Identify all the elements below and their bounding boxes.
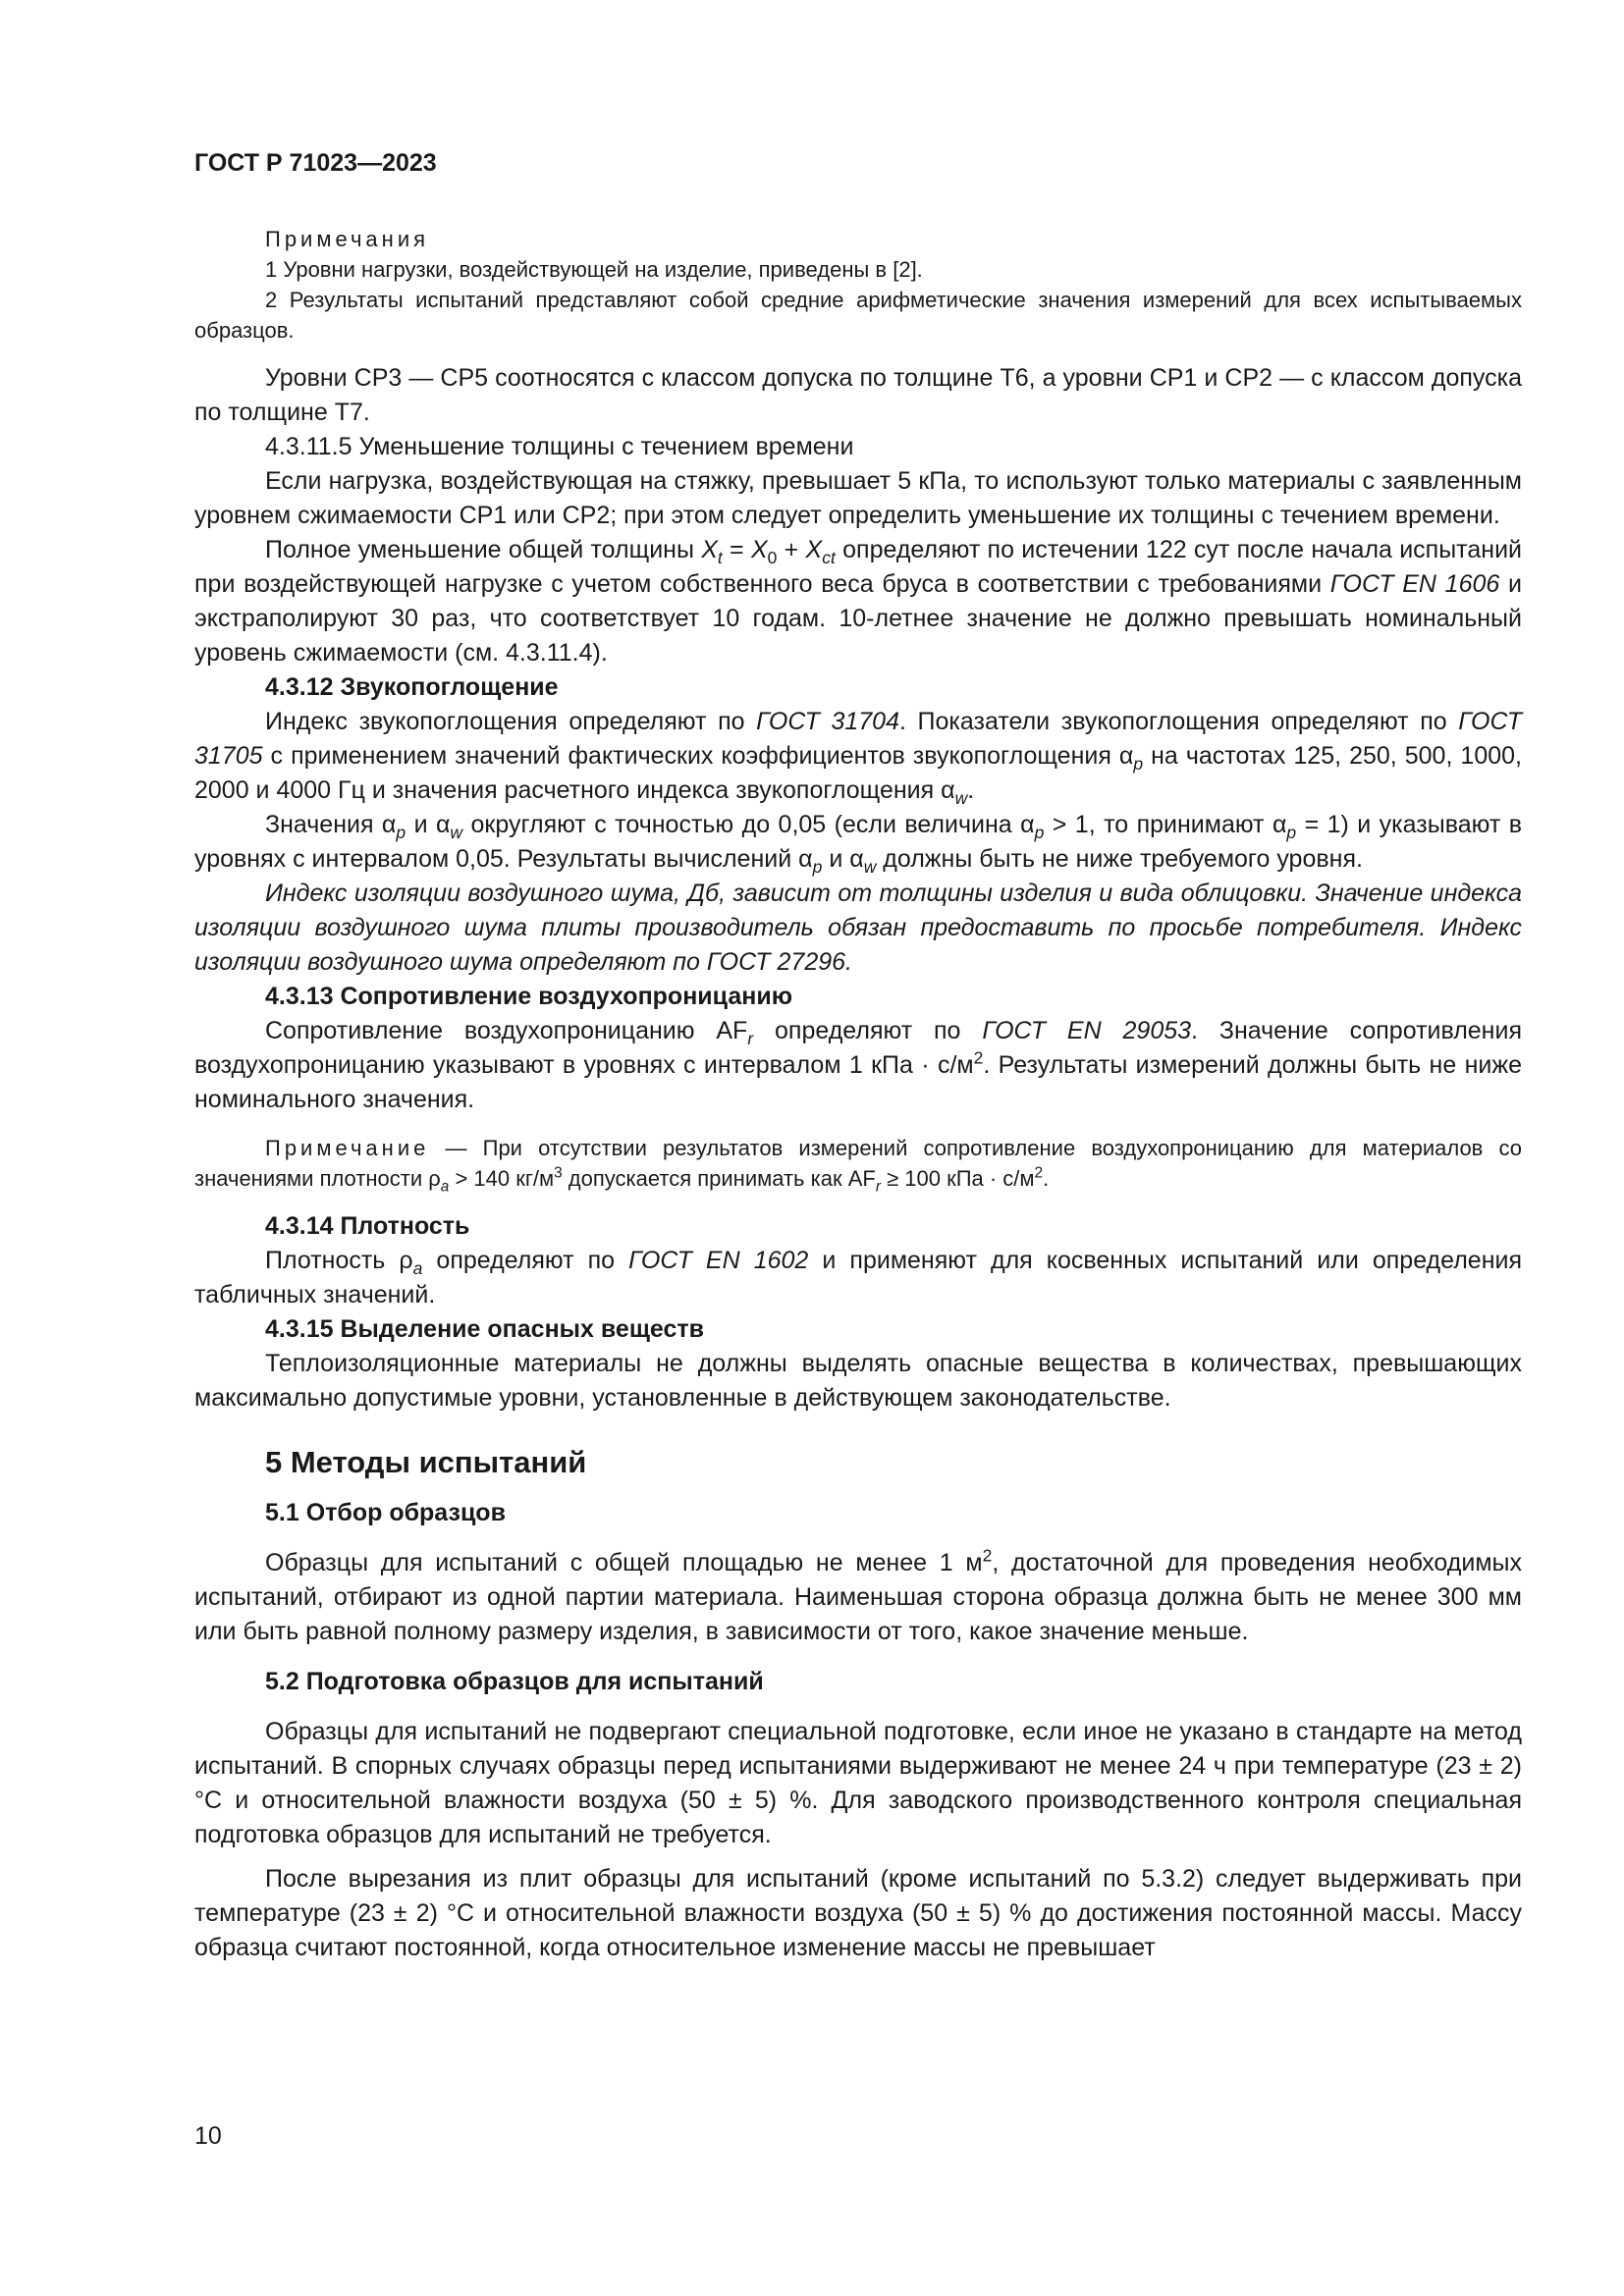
- section-4-3-12-title: 4.3.12 Звукопоглощение: [265, 673, 559, 701]
- page-body: [194, 224, 1522, 1965]
- section-5-1-title: 5.1 Отбор образцов: [265, 1499, 506, 1526]
- section-5-2-p2: После вырезания из плит образцы для испытаний (кроме испытаний по 5.3.2) следует выдерживать при температуре (23 ± 2) °С и относительной влажности воздуха (50 ± 5) % до достижения постоянной массы. Массу образца считают постоянной, когда относительное изменение массы не превышает: [194, 1865, 1522, 1961]
- section-5-title: 5 Методы испытаний: [265, 1445, 587, 1479]
- section-5-2-title: 5.2 Подготовка образцов для испытаний: [265, 1668, 764, 1695]
- section-4-3-11-5-title: 4.3.11.5 Уменьшение толщины с течением времени: [265, 433, 854, 460]
- reference-gost-31705: ГОСТ 31705: [194, 708, 1522, 770]
- document-header: ГОСТ Р 71023—2023: [194, 149, 437, 177]
- section-4-3-12-p1: Индекс звукопоглощения определяют по ГОСТ 31704. Показатели звукопоглощения определяют по ГОСТ 31705 с применением значений фактических коэффициентов звукопоглощения $\alpha_p$ на частотах 125, 250, 500, 1000, 2000 и 4000 Гц и значения расчетного индекса звукопоглощения $\alpha_w$.: [194, 708, 1522, 808]
- reference-gost-en-1602: ГОСТ EN 1602: [628, 1247, 809, 1274]
- section-4-3-12-p2: Значения $\alpha_p$ и $\alpha_w$ округляют с точностью до 0,05 (если величина $\alpha_p > 1$, то принимают $\alpha_p = 1$) и указывают в уровнях с интервалом 0,05. Результаты вычислений $\alpha_p$ и $\alpha_w$ должны быть не ниже требуемого уровня.: [194, 811, 1522, 877]
- section-4-3-13-p1: Сопротивление воздухопроницанию $AF_r$ определяют по ГОСТ EN 29053. Значение сопротивления воздухопроницанию указывают в уровнях с интервалом 1 кПа · $с/м^2$. Результаты измерений должны быть не ниже номинального значения.: [194, 1017, 1523, 1113]
- paragraph-cp-levels: Уровни CP3 — CP5 соотносятся с классом допуска по толщине Т6, а уровни CP1 и CP2 — с классом допуска по толщине Т7.: [194, 364, 1522, 426]
- section-4-3-15-title: 4.3.15 Выделение опасных веществ: [265, 1315, 705, 1343]
- reference-gost-en-29053: ГОСТ EN 29053: [982, 1017, 1192, 1044]
- section-4-3-15-p1: Теплоизоляционные материалы не должны выделять опасные вещества в количествах, превышающих максимально допустимые уровни, установленные в действующем законодательстве.: [194, 1350, 1522, 1412]
- section-4-3-11-5-p2: Полное уменьшение общей толщины $X_t = X_0 + X_{ct}$ определяют по истечении 122 сут после начала испытаний при воздействующей нагрузке с учетом собственного веса бруса в соответствии с требованиями ГОСТ EN 1606 и экстраполируют 30 раз, что соответствует 10 годам. 10-летнее значение не должно превышать номинальный уровень сжимаемости (см. 4.3.11.4).: [194, 536, 1522, 667]
- note-1: 1 Уровни нагрузки, воздействующей на изделие, приведены в [2].: [265, 257, 923, 282]
- section-5-1-p1: Образцы для испытаний с общей площадью не менее 1 $м^2$, достаточной для проведения необходимых испытаний, отбирают из одной партии материала. Наименьшая сторона образца должна быть не менее 300 мм или быть равной полному размеру изделия, в зависимости от того, какое значение меньше.: [194, 1545, 1522, 1645]
- section-5-2-p1: Образцы для испытаний не подвергают специальной подготовке, если иное не указано в стандарте на метод испытаний. В спорных случаях образцы перед испытаниями выдерживают не менее 24 ч при температуре (23 ± 2) °С и относительной влажности воздуха (50 ± 5) %. Для заводского производственного контроля специальная подготовка образцов для испытаний не требуется.: [194, 1718, 1522, 1848]
- section-4-3-12-p3: Индекс изоляции воздушного шума, Дб, зависит от толщины изделия и вида облицовки. Значение индекса изоляции воздушного шума плиты производитель обязан предоставить по просьбе потребителя. Индекс изоляции воздушного шума определяют по ГОСТ 27296.: [194, 880, 1522, 976]
- section-4-3-14-p1: Плотность $\rho_a$ определяют по ГОСТ EN 1602 и применяют для косвенных испытаний или определения табличных значений.: [194, 1247, 1523, 1308]
- page-number: 10: [194, 2122, 222, 2150]
- section-4-3-14-title: 4.3.14 Плотность: [265, 1212, 470, 1240]
- reference-gost-31704: ГОСТ 31704: [756, 708, 899, 735]
- section-4-3-13-note: Примечание — При отсутствии результатов измерений сопротивление воздухопроницанию для материалов со значениями плотности $\rho_a > 140$ $кг/м^3$ допускается принимать как $AF_r \ge 100$ кПа · $с/м^2$.: [194, 1136, 1522, 1196]
- section-4-3-13-title: 4.3.13 Сопротивление воздухопроницанию: [265, 983, 793, 1010]
- section-4-3-11-5-p1: Если нагрузка, воздействующая на стяжку, превышает 5 кПа, то используют только материалы с заявленным уровнем сжимаемости CP1 или CP2; при этом следует определить уменьшение их толщины с течением времени.: [194, 467, 1522, 529]
- reference-gost-en-1606: ГОСТ EN 1606: [1329, 570, 1500, 598]
- notes-title: Примечания: [265, 227, 430, 251]
- note-2: 2 Результаты испытаний представляют собой средние арифметические значения измерений для всех испытываемых образцов.: [194, 288, 1522, 343]
